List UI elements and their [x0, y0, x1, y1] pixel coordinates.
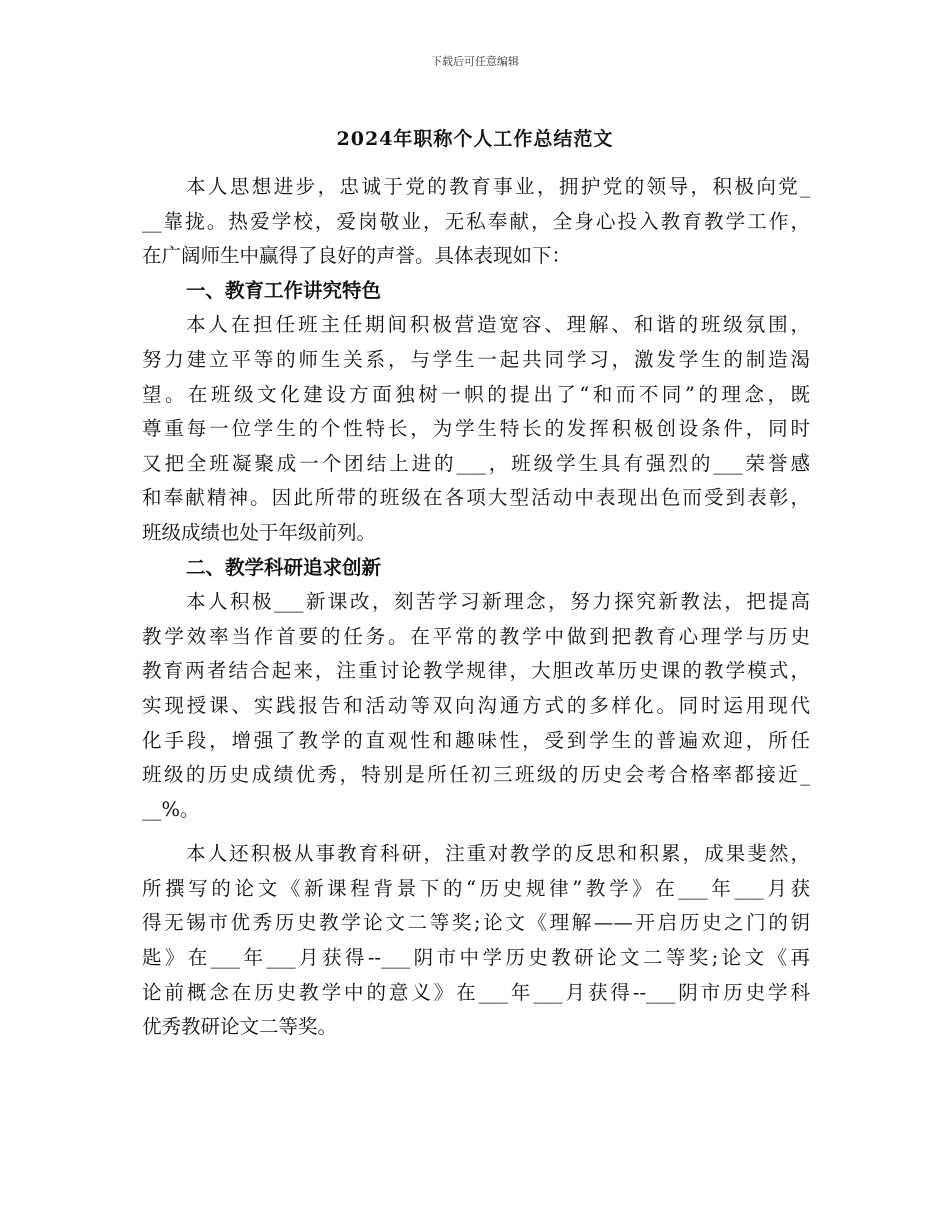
text-line: 和奉献精神。因此所带的班级在各项大型活动中表现出色而受到表彰，: [142, 486, 810, 510]
text-line: 化手段，增强了教学的直观性和趣味性，受到学生的普遍欢迎，所任: [142, 728, 810, 752]
section-1-paragraph: [142, 308, 810, 550]
text-line: 优秀教研论文二等奖。: [142, 1015, 338, 1039]
text-line: 班级成绩也处于年级前列。: [142, 520, 377, 544]
intro-paragraph: [142, 170, 810, 274]
header-note: 下载后可任意编辑: [431, 55, 519, 68]
document-body: [142, 170, 810, 1045]
text-line: 论前概念在历史教学中的意义》在___年___月获得--___阴市历史学科: [142, 980, 810, 1004]
text-line: 匙》在___年___月获得--___阴市中学历史教研论文二等奖;论文《再: [142, 946, 810, 970]
section-2b-paragraph: [142, 837, 810, 1045]
text-line: 所撰写的论文《新课程背景下的“历史规律”教学》在___年___月获: [142, 876, 810, 900]
text-line: 努力建立平等的师生关系，与学生一起共同学习，激发学生的制造渴: [142, 347, 810, 371]
text-line: 本人在担任班主任期间积极营造宽容、理解、和谐的班级氛围，: [186, 313, 810, 337]
text-line: __%。: [142, 797, 200, 821]
text-line: 本人还积极从事教育科研，注重对教学的反思和积累，成果斐然，: [186, 842, 810, 866]
text-line: 教育两者结合起来，注重讨论教学规律，大胆改革历史课的教学模式，: [142, 659, 810, 683]
text-line: 尊重每一位学生的个性特长，为学生特长的发挥积极创设条件，同时: [142, 417, 810, 441]
text-line: 教学效率当作首要的任务。在平常的教学中做到把教育心理学与历史: [142, 624, 810, 648]
paragraph-gap: [142, 827, 810, 837]
text-line: 实现授课、实践报告和活动等双向沟通方式的多样化。同时运用现代: [142, 693, 810, 717]
text-line: 得无锡市优秀历史教学论文二等奖;论文《理解——开启历史之门的钥: [142, 911, 810, 935]
text-line: 本人积极___新课改，刻苦学习新理念，努力探究新教法，把提高: [186, 590, 810, 614]
text-line: 在广阔师生中赢得了良好的声誉。具体表现如下：: [142, 244, 572, 268]
text-line: 本人思想进步，忠诚于党的教育事业，拥护党的领导，积极向党_: [186, 175, 810, 198]
document-title: 2024年职称个人工作总结范文: [336, 128, 614, 150]
text-line: 班级的历史成绩优秀，特别是所任初三班级的历史会考合格率都接近_: [142, 763, 810, 787]
section-heading-1: 一、教育工作讲究特色: [186, 278, 382, 302]
text-line: 望。在班级文化建设方面独树一帜的提出了“和而不同”的理念，既: [142, 382, 810, 406]
section-2-paragraph: [142, 585, 810, 827]
text-line: __靠拢。热爱学校，爱岗敬业，无私奉献，全身心投入教育教学工作，: [142, 209, 810, 233]
section-heading-2: 二、教学科研追求创新: [186, 555, 382, 579]
text-line: 又把全班凝聚成一个团结上进的___，班级学生具有强烈的___荣誉感: [142, 451, 810, 475]
